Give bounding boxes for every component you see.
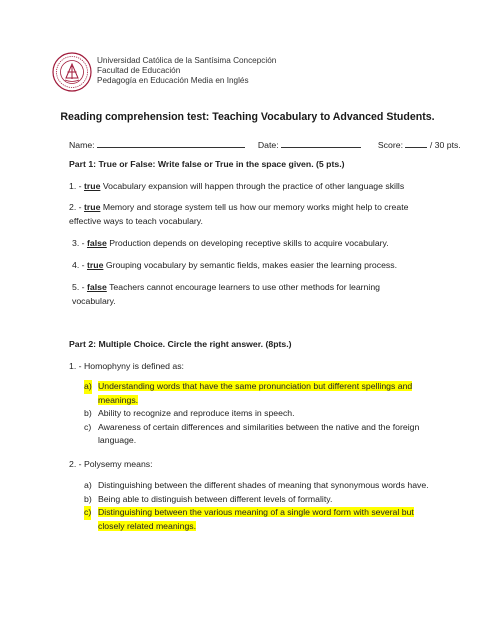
date-label: Date: <box>257 140 279 150</box>
option-letter: b) <box>84 493 92 504</box>
item-number: 3. - <box>72 238 85 248</box>
faculty-name: Facultad de Educación <box>97 66 181 75</box>
option-text-highlighted: Understanding words that have the same pronunciation but different spellings and meanings. <box>98 381 413 405</box>
university-name: Universidad Católica de la Santísima Concepción <box>97 56 277 65</box>
program-name: Pedagogía en Educación Media en Inglés <box>97 76 249 85</box>
test-title: Reading comprehension test: Teaching Vocabulary to Advanced Students. <box>60 111 435 123</box>
part1-item-2 <box>69 201 429 228</box>
question-number: 2. - <box>69 459 82 469</box>
option-c[interactable] <box>84 421 434 448</box>
university-seal-logo <box>52 52 92 92</box>
item-number: 5. - <box>72 282 85 292</box>
statement-text: Teachers cannot encourage learners to use other methods for learning vocabulary. <box>72 282 380 306</box>
part1-item-5 <box>72 281 412 308</box>
question-2-stem <box>69 459 153 470</box>
option-a[interactable] <box>84 380 434 407</box>
option-letter: a) <box>84 380 92 394</box>
score-field[interactable] <box>405 138 427 148</box>
option-text: Distinguishing between the different shades of meaning that synonymous words have. <box>98 480 429 490</box>
score-total: / 30 pts. <box>429 140 461 150</box>
item-number: 4. - <box>72 260 85 270</box>
option-text-highlighted: Distinguishing between the various meaning of a single word form with several but closely related meanings. <box>98 507 414 531</box>
part1-heading: Part 1: True or False: Write false or True in the space given. (5 pts.) <box>69 159 345 169</box>
score-label: Score: <box>377 140 403 150</box>
answer-true: true <box>83 181 101 191</box>
option-text: Ability to recognize and reproduce items in speech. <box>98 408 295 418</box>
part2-heading: Part 2: Multiple Choice. Circle the right answer. (8pts.) <box>69 339 292 349</box>
student-info-row <box>69 138 461 151</box>
question-text: Homophyny is defined as: <box>83 361 184 371</box>
item-number: 2. - <box>69 202 82 212</box>
option-letter: c) <box>84 506 91 520</box>
option-b[interactable] <box>84 407 434 421</box>
question-2-options <box>84 479 434 533</box>
institution-header <box>97 56 276 86</box>
name-label: Name: <box>69 140 95 150</box>
question-1-stem <box>69 361 184 372</box>
part1-item-3 <box>72 237 432 251</box>
statement-text: Memory and storage system tell us how our memory works might help to create effective ways to teach vocabulary. <box>69 202 409 226</box>
date-field[interactable] <box>281 138 361 148</box>
question-1-options <box>84 380 434 448</box>
part1-item-4 <box>72 259 432 273</box>
option-text: Being able to distinguish between different levels of formality. <box>98 493 333 504</box>
option-c[interactable] <box>84 506 434 533</box>
answer-true: true <box>83 202 101 212</box>
statement-text: Vocabulary expansion will happen through the practice of other language skills <box>102 181 405 191</box>
option-a[interactable] <box>84 479 434 493</box>
answer-false: false <box>86 282 107 292</box>
option-text: Awareness of certain differences and similarities between the native and the foreign language. <box>98 421 420 445</box>
answer-true: true <box>86 260 104 270</box>
option-letter: c) <box>84 421 92 432</box>
question-number: 1. - <box>69 361 82 371</box>
name-field[interactable] <box>97 138 245 148</box>
option-letter: a) <box>84 480 92 490</box>
part1-item-1 <box>69 180 429 194</box>
option-b[interactable] <box>84 493 434 507</box>
answer-false: false <box>86 238 107 248</box>
question-text: Polysemy means: <box>83 459 153 469</box>
item-number: 1. - <box>69 181 82 191</box>
option-letter: b) <box>84 408 92 418</box>
statement-text: Production depends on developing receptive skills to acquire vocabulary. <box>109 238 389 248</box>
statement-text: Grouping vocabulary by semantic fields, makes easier the learning process. <box>105 260 398 270</box>
